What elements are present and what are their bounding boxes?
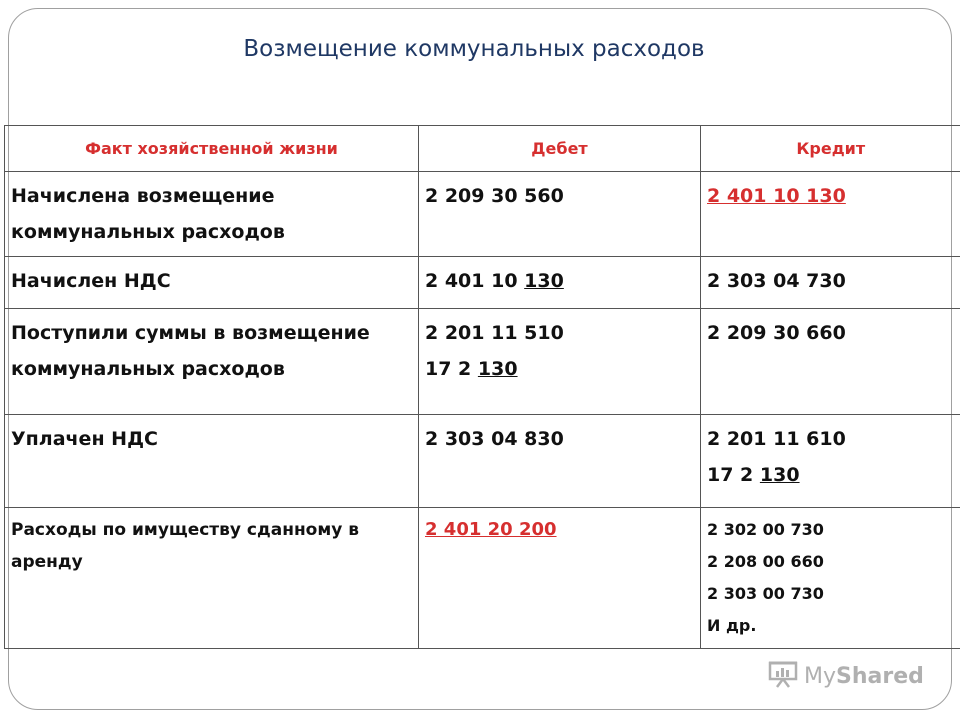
debit-cell — [419, 415, 701, 508]
table-header-row — [5, 126, 960, 172]
myshared-watermark — [768, 660, 924, 692]
debit-line: 2 303 04 830 — [425, 428, 564, 450]
debit-line: 2 401 20 200 — [425, 519, 557, 540]
credit-line: 2 208 00 660 — [707, 552, 824, 571]
fact-cell — [5, 415, 419, 508]
table-row — [5, 172, 960, 257]
debit-line-prefix: 17 2 — [425, 358, 478, 380]
debit-line: 2 201 11 510 — [425, 322, 564, 344]
debit-line: 2 209 30 560 — [425, 185, 564, 207]
debit-cell — [419, 309, 701, 415]
credit-line: 2 302 00 730 — [707, 520, 824, 539]
credit-line-prefix: 17 2 — [707, 464, 760, 486]
debit-line — [425, 351, 694, 387]
credit-line: 2 401 10 130 — [707, 185, 846, 207]
debit-line — [425, 263, 694, 299]
debit-cell — [419, 508, 701, 649]
debit-cell — [419, 172, 701, 257]
credit-line — [707, 457, 955, 493]
watermark-text-bold: Shared — [836, 663, 924, 689]
table-row — [5, 309, 960, 415]
fact-text: Расходы по имуществу сданному в аренду — [11, 520, 360, 572]
fact-cell — [5, 309, 419, 415]
credit-cell — [701, 508, 960, 649]
slide-title: Возмещение коммунальных расходов — [243, 36, 705, 62]
debit-line-underlined: 130 — [477, 358, 518, 380]
fact-text: Поступили суммы в возмещение коммунальных расходов — [11, 322, 370, 380]
fact-text: Начислена возмещение коммунальных расходов — [11, 185, 285, 243]
watermark-text — [804, 664, 924, 689]
credit-line: 2 303 04 730 — [707, 270, 846, 292]
header-fact: Факт хозяйственной жизни — [5, 126, 419, 172]
table-row — [5, 257, 960, 309]
debit-line-underlined: 130 — [524, 270, 564, 292]
credit-cell — [701, 309, 960, 415]
table-row — [5, 508, 960, 649]
watermark-text-prefix: My — [804, 663, 837, 689]
debit-line-prefix: 2 401 10 — [425, 270, 525, 292]
header-debit: Дебет — [419, 126, 701, 172]
credit-line: 2 209 30 660 — [707, 322, 846, 344]
credit-line: 2 303 00 730 — [707, 584, 824, 603]
fact-cell — [5, 257, 419, 309]
table-row — [5, 415, 960, 508]
credit-cell — [701, 415, 960, 508]
header-credit: Кредит — [701, 126, 960, 172]
debit-cell — [419, 257, 701, 309]
fact-text: Начислен НДС — [11, 270, 171, 292]
fact-cell — [5, 172, 419, 257]
credit-cell — [701, 257, 960, 309]
credit-line: 2 201 11 610 — [707, 428, 846, 450]
credit-cell — [701, 172, 960, 257]
fact-text: Уплачен НДС — [11, 428, 158, 450]
presentation-icon — [768, 660, 798, 692]
accounting-table — [4, 125, 960, 649]
credit-line-underlined: 130 — [759, 464, 800, 486]
credit-line: И др. — [707, 616, 757, 635]
fact-cell — [5, 508, 419, 649]
